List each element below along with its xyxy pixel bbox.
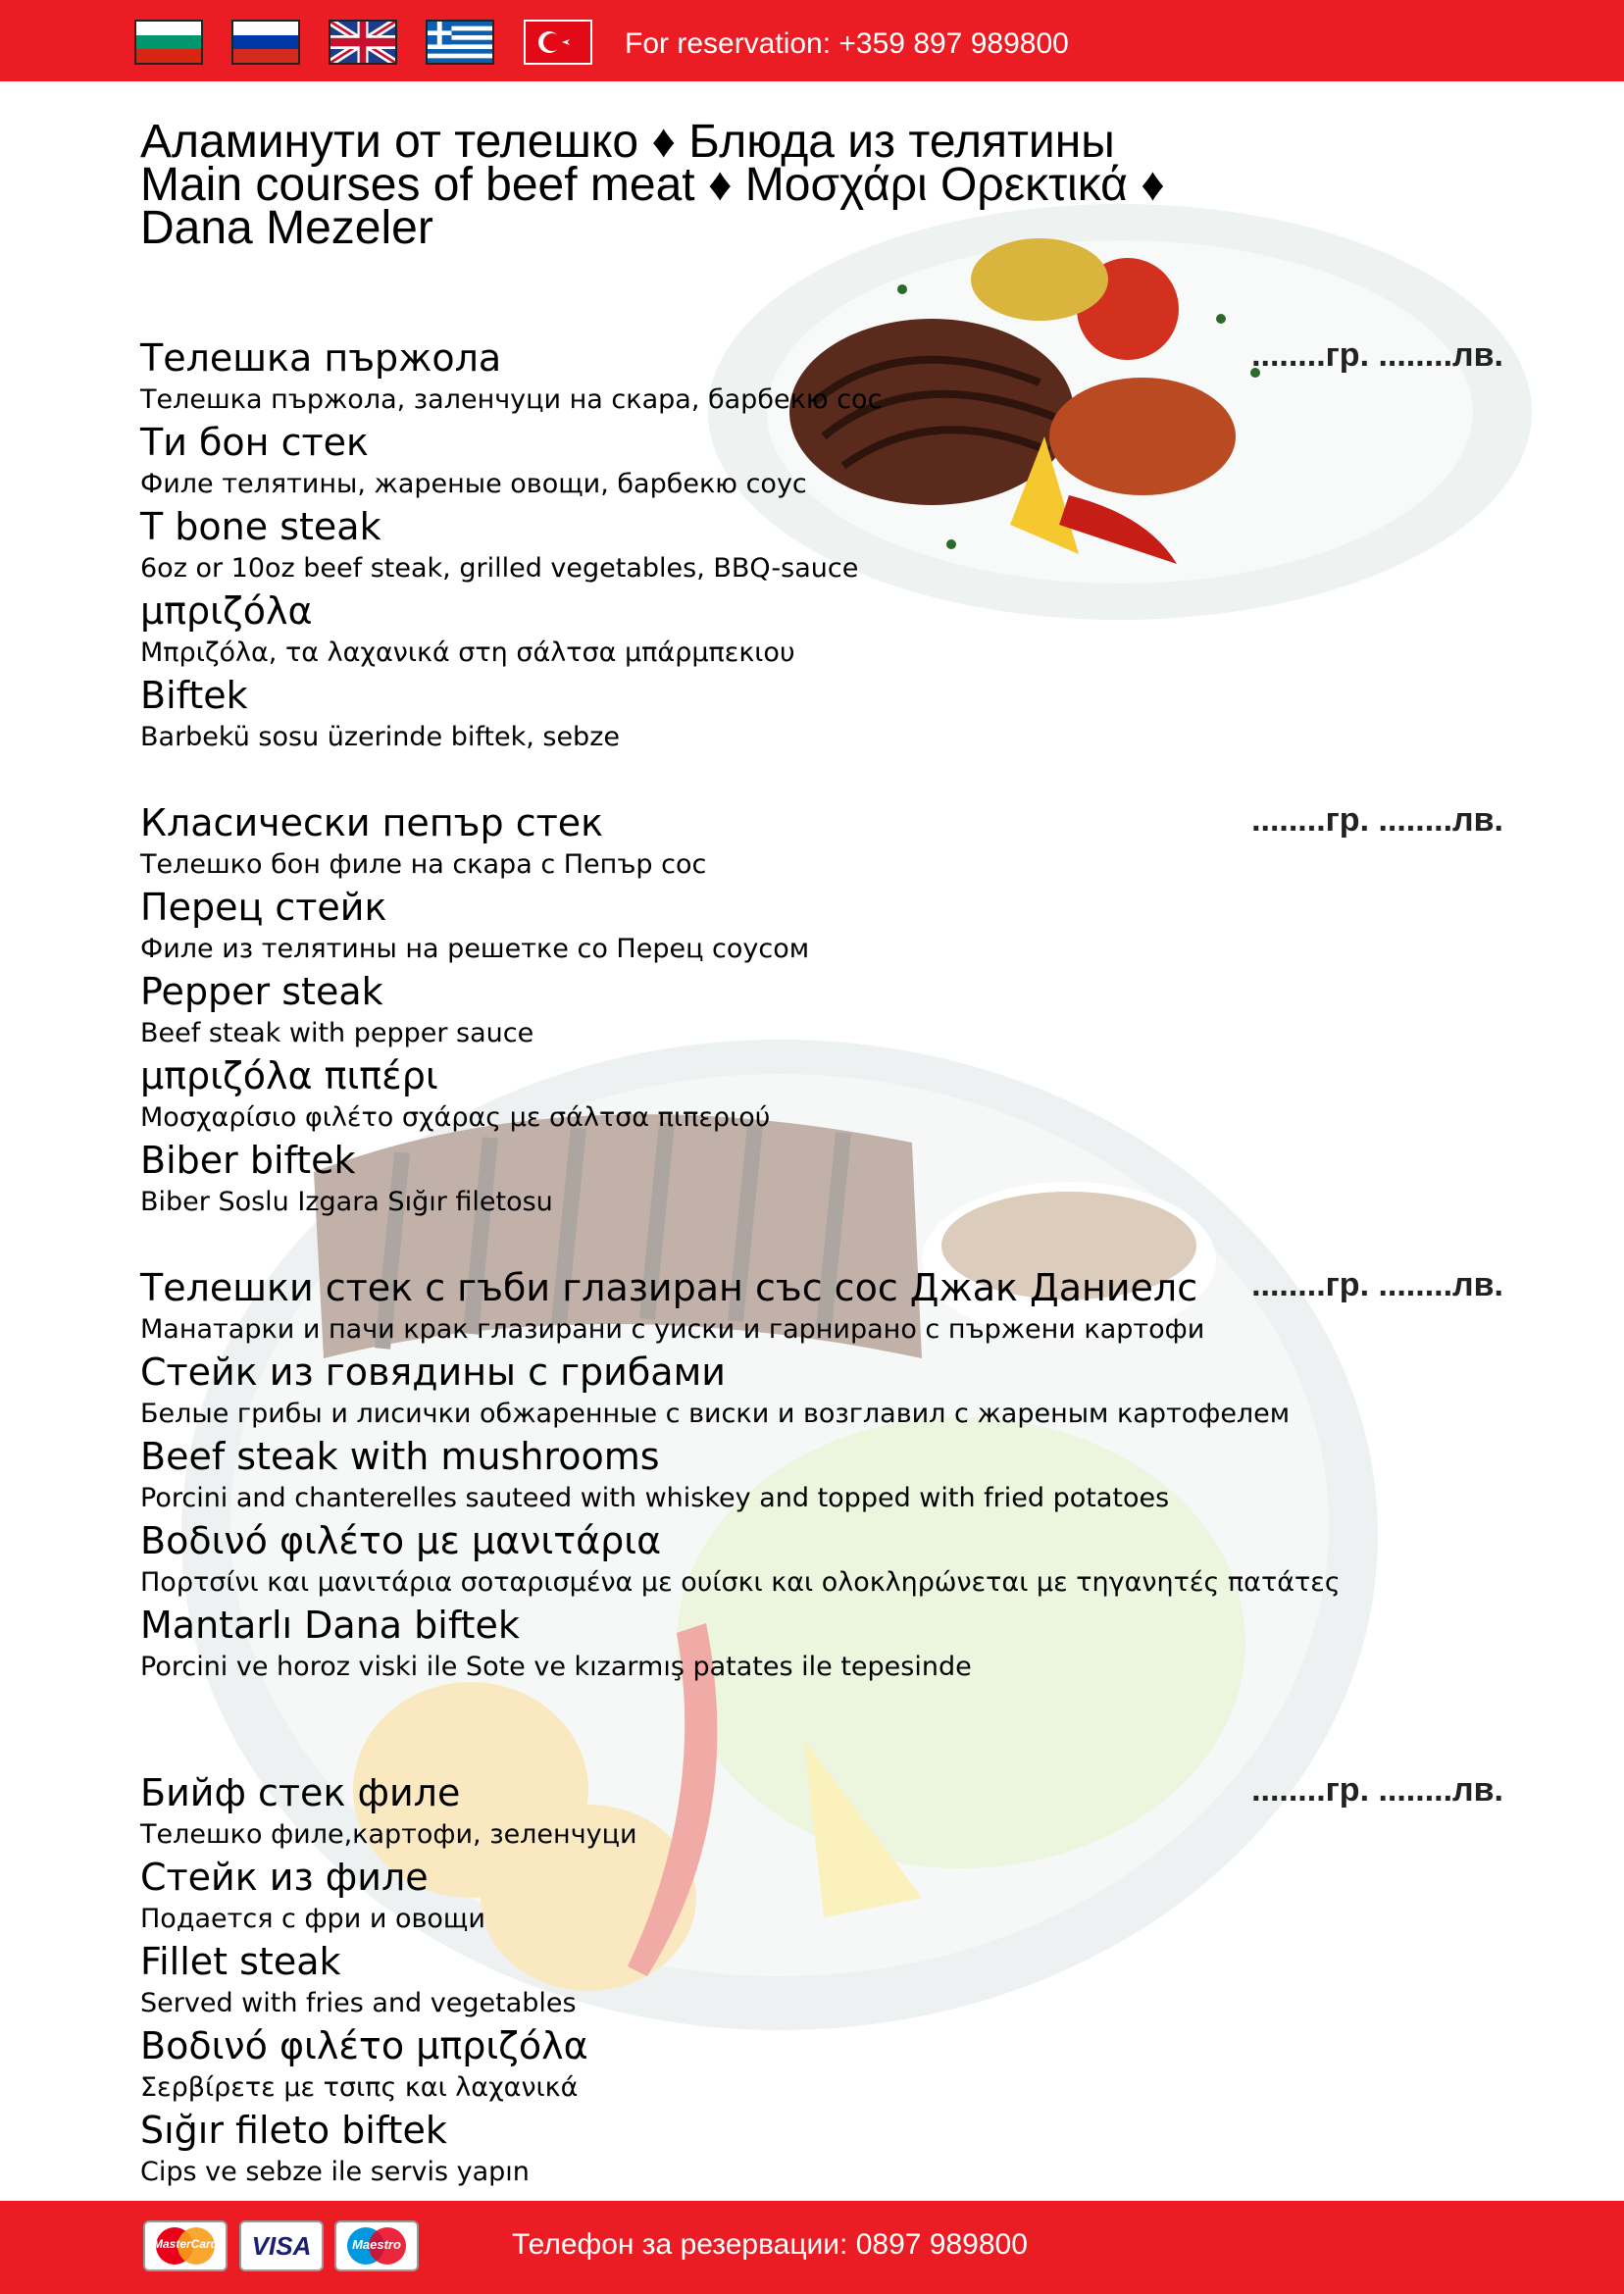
item-name: Перец стейк [140, 886, 387, 929]
item-name: Pepper steak [140, 970, 383, 1013]
turkey-flag-icon[interactable] [524, 20, 592, 65]
item-name: Sığır fileto biftek [140, 2109, 447, 2152]
item-name: Βοδινό φιλέτο με μανιτάρια [140, 1519, 662, 1562]
item-description: Beef steak with pepper sauce [140, 1018, 534, 1048]
title-line: Main courses of beef meat ♦ Μοσχάρι Ορεκτικά ♦ [140, 159, 1165, 211]
item-description: Cips ve sebze ile servis yapın [140, 2157, 530, 2187]
item-name: T bone steak [140, 505, 381, 548]
item-name: Mantarlı Dana biftek [140, 1604, 520, 1647]
visa-icon [239, 2220, 324, 2271]
maestro-icon [334, 2220, 419, 2271]
item-description: Μπριζόλα, τα λαχανικά στη σάλτσα μπάρμπεκιου [140, 637, 795, 668]
menu-section-pepper-steak [140, 801, 1503, 1223]
item-description: Πορτσίνι και μανιτάρια σοταρισμένα με ουίσκι και ολοκληρώνεται με τηγανητές πατάτες [140, 1567, 1341, 1598]
item-description: Телешко бон филе на скара с Пепър сос [140, 849, 707, 880]
price-placeholder: ........гр. ........лв. [1251, 1771, 1503, 1809]
bulgaria-flag-icon[interactable] [134, 20, 203, 65]
footer-reservation-phone[interactable]: Телефон за резервации: 0897 989800 [512, 2228, 1028, 2261]
russia-flag-icon[interactable] [231, 20, 300, 65]
item-name: Телешки стек с гъби глазиран със сос Джак Даниелс [140, 1266, 1198, 1309]
item-description: Филе телятины, жареные овощи, барбекю соус [140, 469, 807, 499]
item-name: Biftek [140, 674, 248, 717]
menu-section-fillet-steak [140, 1771, 1503, 2193]
mastercard-icon [143, 2220, 228, 2271]
title-line: Dana Mezeler [140, 202, 433, 254]
item-description: 6oz or 10oz beef steak, grilled vegetables, BBQ-sauce [140, 553, 859, 584]
title-line: Аламинути от телешко ♦ Блюда из телятины [140, 116, 1115, 168]
item-description: Biber Soslu Izgara Sığır filetosu [140, 1187, 553, 1217]
item-name: Стейк из говядины с грибами [140, 1351, 726, 1394]
item-name: Fillet steak [140, 1940, 341, 1983]
item-description: Μοσχαρίσιο φιλέτο σχάρας με σάλτσα πιπεριού [140, 1102, 771, 1133]
item-name: Beef steak with mushrooms [140, 1435, 660, 1478]
reservation-phone[interactable]: For reservation: +359 897 989800 [625, 27, 1069, 60]
price-placeholder: ........гр. ........лв. [1251, 801, 1503, 839]
item-name: μπριζόλα [140, 589, 313, 633]
page-title [140, 116, 1165, 254]
item-name: μπριζόλα πιπέρι [140, 1054, 438, 1097]
item-name: Βοδινό φιλέτο μπριζόλα [140, 2024, 588, 2067]
item-description: Porcini and chanterelles sauteed with whiskey and topped with fried potatoes [140, 1483, 1170, 1513]
item-name: Телешка пържола [140, 336, 502, 380]
menu-section-beef-steak [140, 336, 1503, 758]
price-placeholder: ........гр. ........лв. [1251, 1266, 1503, 1303]
header-bar [0, 0, 1624, 81]
menu-section-mushroom-steak [140, 1266, 1503, 1688]
visa-label: VISA [251, 2231, 312, 2261]
item-description: Телешка пържола, заленчуци на скара, барбекю сос [140, 384, 883, 415]
uk-flag-icon[interactable] [329, 20, 397, 65]
greece-flag-icon[interactable] [426, 20, 494, 65]
item-name: Класически пепър стек [140, 801, 604, 844]
item-name: Бийф стек филе [140, 1771, 461, 1814]
item-description: Белые грибы и лисички обжаренные с виски и возглавил с жареным картофелем [140, 1399, 1291, 1429]
price-placeholder: ........гр. ........лв. [1251, 336, 1503, 374]
item-name: Biber biftek [140, 1139, 356, 1182]
item-description: Served with fries and vegetables [140, 1988, 577, 2018]
mastercard-label: MasterCard [152, 2237, 219, 2251]
item-description: Porcini ve horoz viski ile Sote ve kızarmış patates ile tepesinde [140, 1652, 972, 1682]
maestro-label: Maestro [352, 2237, 401, 2252]
item-description: Σερβίρετε με τσιπς και λαχανικά [140, 2072, 579, 2103]
item-name: Ти бон стек [140, 421, 369, 464]
item-description: Манатарки и пачи крак глазирани с уиски и гарнирано с пържени картофи [140, 1314, 1205, 1345]
item-description: Телешко филе,картофи, зеленчуци [140, 1819, 637, 1850]
item-description: Филе из телятины на решетке со Перец соусом [140, 934, 810, 964]
item-description: Barbekü sosu üzerinde biftek, sebze [140, 722, 620, 752]
item-name: Стейк из филе [140, 1856, 429, 1899]
item-description: Подается с фри и овощи [140, 1904, 485, 1934]
